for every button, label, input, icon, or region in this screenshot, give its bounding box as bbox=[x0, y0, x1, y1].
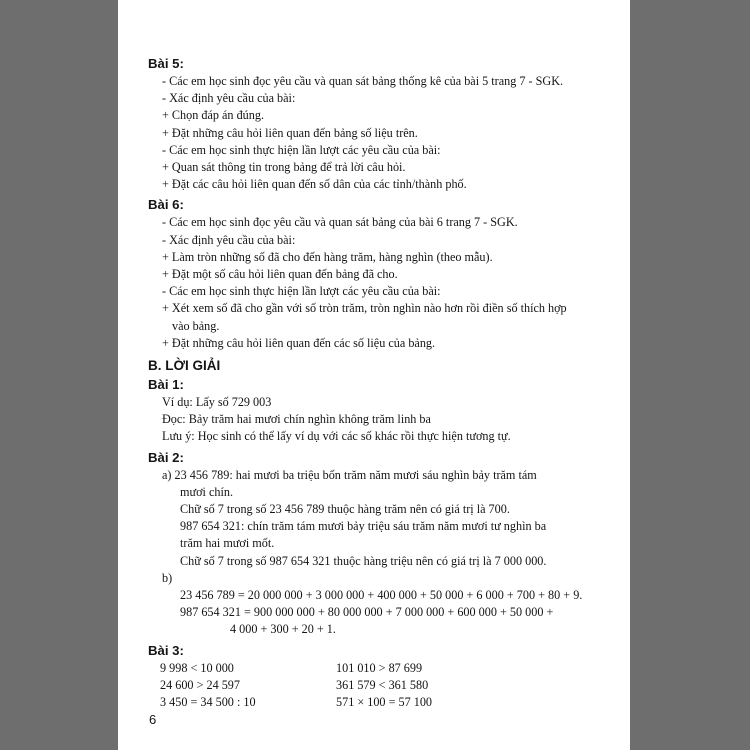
bai3-cell: 361 579 < 361 580 bbox=[336, 677, 429, 692]
bai3-row bbox=[148, 694, 608, 711]
bai2-b-line: 987 654 321 = 900 000 000 + 80 000 000 + 7 000 000 + 600 000 + 50 000 + bbox=[180, 605, 554, 620]
bai5-line: + Chọn đáp án đúng. bbox=[162, 108, 264, 123]
bai3-cell: 3 450 = 34 500 : 10 bbox=[160, 695, 256, 710]
bai3-row bbox=[148, 677, 608, 694]
bai3-cell: 24 600 > 24 597 bbox=[160, 677, 240, 692]
bai5-line: - Xác định yêu cầu của bài: bbox=[162, 91, 296, 106]
bai6-line: - Các em học sinh đọc yêu cầu và quan sát bảng của bài 6 trang 7 - SGK. bbox=[162, 215, 518, 230]
viewer-frame-left bbox=[0, 0, 118, 750]
bai5-heading: Bài 5: bbox=[148, 56, 184, 71]
bai5-line: + Quan sát thông tin trong bảng để trả lời câu hỏi. bbox=[162, 160, 406, 175]
bai6-line: - Các em học sinh thực hiện lần lượt các yêu cầu của bài: bbox=[162, 284, 441, 299]
page-content bbox=[148, 54, 608, 711]
bai5-line: + Đặt các câu hỏi liên quan đến số dân của các tỉnh/thành phố. bbox=[162, 177, 467, 192]
bai2-b-line: 4 000 + 300 + 20 + 1. bbox=[230, 622, 336, 637]
bai5-line: - Các em học sinh thực hiện lần lượt các yêu cầu của bài: bbox=[162, 142, 441, 157]
bai2-a-line: Chữ số 7 trong số 987 654 321 thuộc hàng triệu nên có giá trị là 7 000 000. bbox=[180, 553, 547, 568]
bai2-a-line: mươi chín. bbox=[180, 484, 233, 499]
bai6-line: - Xác định yêu cầu của bài: bbox=[162, 232, 296, 247]
loigiai-bai2-heading: Bài 2: bbox=[148, 449, 184, 465]
section-b-heading: B. LỜI GIẢI bbox=[148, 358, 221, 374]
bai2-a-line: 987 654 321: chín trăm tám mươi bảy triệu sáu trăm năm mươi tư nghìn ba bbox=[180, 519, 547, 534]
bai6-line: + Làm tròn những số đã cho đến hàng trăm, hàng nghìn (theo mẫu). bbox=[162, 249, 493, 264]
bai2-a-line: a) 23 456 789: hai mươi ba triệu bốn trăm năm mươi sáu nghìn bảy trăm tám bbox=[162, 467, 537, 482]
bai3-cell: 101 010 > 87 699 bbox=[336, 660, 423, 675]
loigiai-bai1-line: Lưu ý: Học sinh có thể lấy ví dụ với các số khác rồi thực hiện tương tự. bbox=[162, 429, 511, 444]
bai6-line: + Đặt những câu hỏi liên quan đến các số liệu của bảng. bbox=[162, 335, 436, 350]
bai5-line: + Đặt những câu hỏi liên quan đến bảng số liệu trên. bbox=[162, 125, 418, 140]
bai2-b-label: b) bbox=[162, 570, 173, 585]
bai6-line: + Đặt một số câu hỏi liên quan đến bảng đã cho. bbox=[162, 267, 398, 282]
bai3-cell: 571 × 100 = 57 100 bbox=[336, 695, 433, 710]
bai2-b-line: 23 456 789 = 20 000 000 + 3 000 000 + 400 000 + 50 000 + 6 000 + 700 + 80 + 9. bbox=[180, 588, 583, 603]
bai5-line: - Các em học sinh đọc yêu cầu và quan sát bảng thống kê của bài 5 trang 7 - SGK. bbox=[162, 74, 564, 88]
loigiai-bai1-line: Đọc: Bảy trăm hai mươi chín nghìn không trăm linh ba bbox=[162, 412, 431, 427]
bai6-line: + Xét xem số đã cho gần với số tròn trăm, tròn nghìn nào hơn rồi điền số thích hợp vào bảng. bbox=[162, 301, 567, 333]
loigiai-bai1-heading: Bài 1: bbox=[148, 377, 184, 393]
bai2-a-line: Chữ số 7 trong số 23 456 789 thuộc hàng trăm nên có giá trị là 700. bbox=[180, 502, 510, 517]
document-page bbox=[118, 0, 630, 750]
viewer-frame-right bbox=[630, 0, 750, 750]
loigiai-bai1-line: Ví dụ: Lấy số 729 003 bbox=[162, 395, 272, 410]
bai3-row bbox=[148, 660, 608, 677]
page-number: 6 bbox=[149, 712, 157, 727]
bai6-heading: Bài 6: bbox=[148, 197, 184, 213]
bai3-cell: 9 998 < 10 000 bbox=[160, 660, 234, 675]
bai2-a-line: trăm hai mươi mốt. bbox=[180, 536, 275, 551]
loigiai-bai3-heading: Bài 3: bbox=[148, 642, 184, 658]
